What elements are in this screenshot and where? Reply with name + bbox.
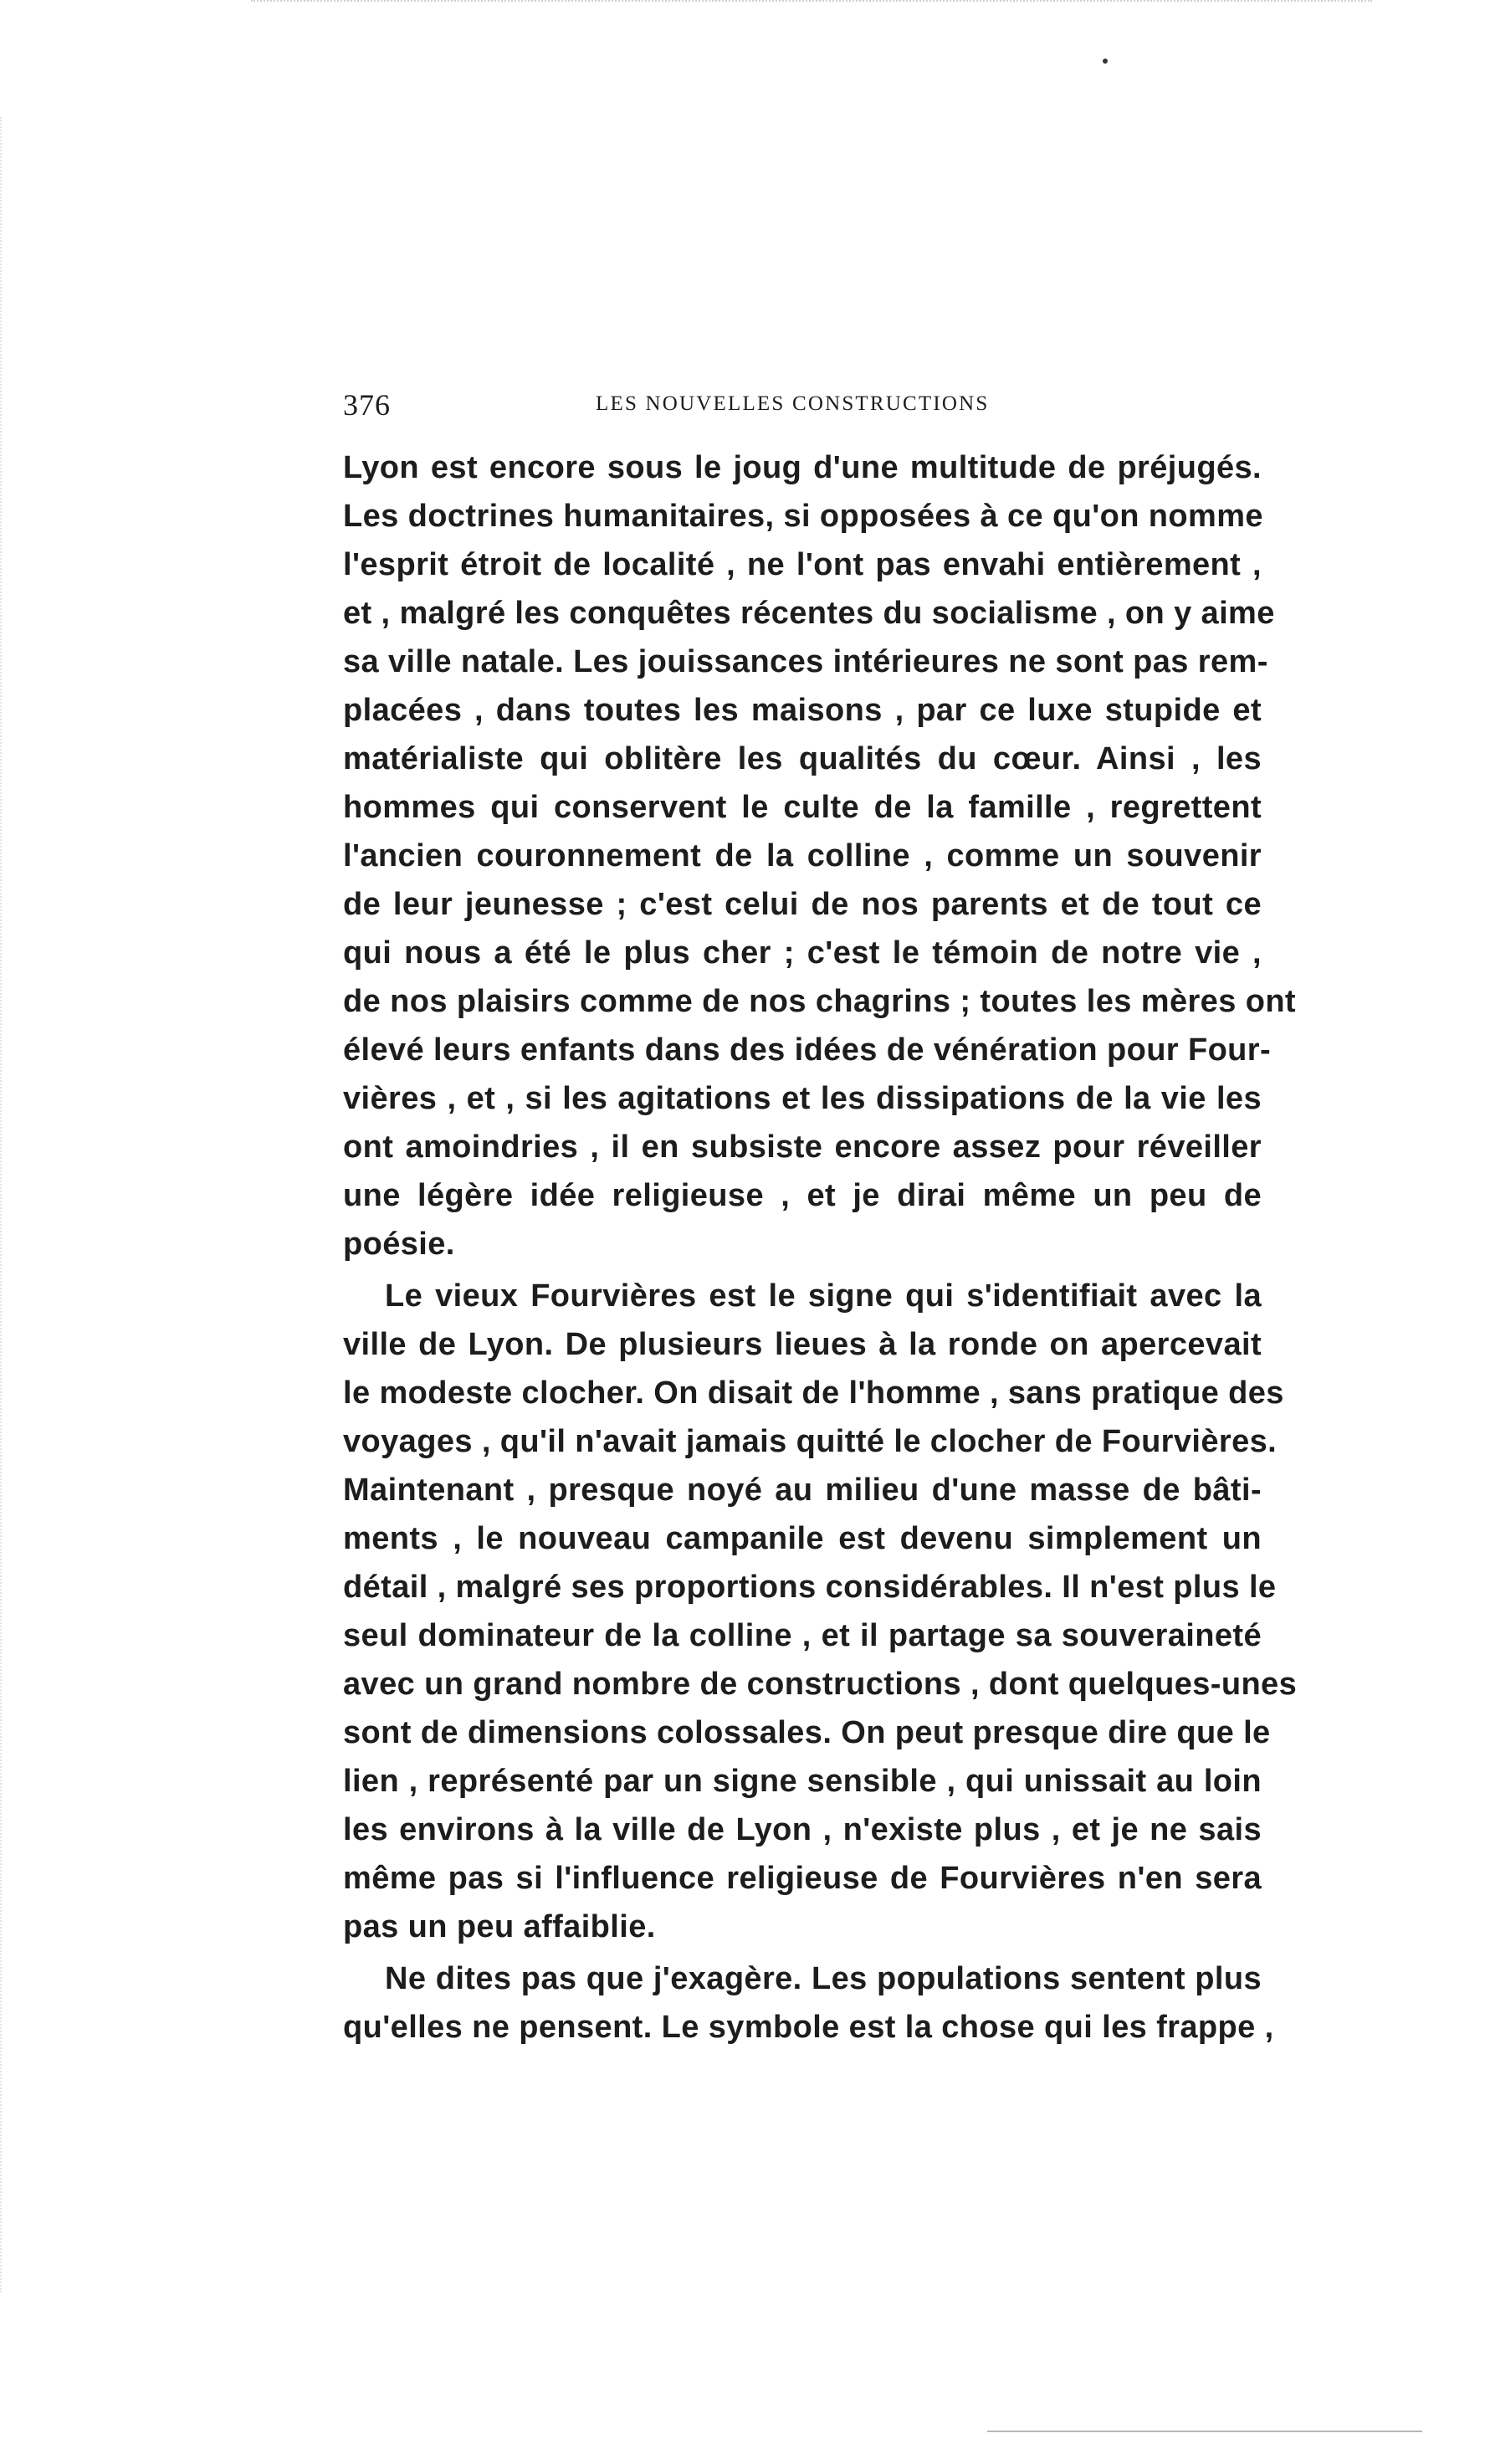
text-line: et , malgré les conquêtes récentes du socialisme , on y aime	[343, 596, 1275, 631]
scan-edge-top	[251, 0, 1372, 4]
page-number: 376	[343, 388, 391, 422]
text-line: sont de dimensions colossales. On peut presque dire que le	[343, 1715, 1271, 1750]
text-line: ont amoindries , il en subsiste encore assez pour réveiller	[343, 1130, 1262, 1165]
paragraph	[343, 1954, 1274, 2052]
page-header	[343, 387, 1061, 424]
text-line: avec un grand nombre de constructions , dont quelques-unes	[343, 1667, 1298, 1702]
text-line: une légère idée religieuse , et je dirai même un peu de	[343, 1178, 1262, 1213]
text-line: Maintenant , presque noyé au milieu d'une masse de bâti-	[343, 1473, 1262, 1508]
text-line: de leur jeunesse ; c'est celui de nos parents et de tout ce	[343, 887, 1262, 922]
running-title: LES NOUVELLES CONSTRUCTIONS	[596, 392, 990, 415]
text-line: qui nous a été le plus cher ; c'est le témoin de notre vie ,	[343, 935, 1262, 971]
text-line: sa ville natale. Les jouissances intérieures ne sont pas rem-	[343, 644, 1268, 679]
text-line: Ne dites pas que j'exagère. Les populations sentent plus	[385, 1961, 1262, 1996]
paragraph	[343, 1272, 1298, 1951]
text-line: hommes qui conservent le culte de la famille , regrettent	[343, 790, 1262, 825]
text-line: placées , dans toutes les maisons , par ce luxe stupide et	[343, 693, 1262, 728]
ink-speck	[1102, 58, 1109, 64]
text-line: l'esprit étroit de localité , ne l'ont pas envahi entièrement ,	[343, 547, 1262, 582]
text-line: même pas si l'influence religieuse de Fourvières n'en sera	[343, 1861, 1262, 1896]
text-line: le modeste clocher. On disait de l'homme , sans pratique des	[343, 1375, 1284, 1411]
text-line: Lyon est encore sous le joug d'une multitude de préjugés.	[343, 450, 1262, 485]
text-line: vières , et , si les agitations et les dissipations de la vie les	[343, 1081, 1262, 1116]
text-line: Le vieux Fourvières est le signe qui s'identifiait avec la	[385, 1278, 1262, 1314]
text-line: lien , représenté par un signe sensible , qui unissait au loin	[343, 1764, 1262, 1799]
text-line: élevé leurs enfants dans des idées de vénération pour Four-	[343, 1032, 1272, 1068]
text-line: détail , malgré ses proportions considérables. Il n'est plus le	[343, 1570, 1277, 1605]
text-line: pas un peu affaiblie.	[343, 1909, 656, 1944]
text-line: les environs à la ville de Lyon , n'existe plus , et je ne sais	[343, 1812, 1262, 1847]
text-line: ville de Lyon. De plusieurs lieues à la ronde on apercevait	[343, 1327, 1262, 1362]
text-line: ments , le nouveau campanile est devenu simplement un	[343, 1521, 1262, 1556]
text-line: poésie.	[343, 1227, 455, 1262]
scan-edge-left	[0, 117, 4, 2292]
body-text	[343, 443, 1298, 2052]
text-line: seul dominateur de la colline , et il partage sa souveraineté	[343, 1618, 1262, 1653]
text-line: qu'elles ne pensent. Le symbole est la chose qui les frappe ,	[343, 2010, 1274, 2045]
paragraph	[343, 443, 1296, 1268]
scan-edge-bottom	[987, 2431, 1422, 2435]
text-line: matérialiste qui oblitère les qualités du cœur. Ainsi , les	[343, 741, 1262, 776]
text-line: de nos plaisirs comme de nos chagrins ; toutes les mères ont	[343, 984, 1296, 1019]
text-line: voyages , qu'il n'avait jamais quitté le clocher de Fourvières.	[343, 1424, 1278, 1459]
text-line: Les doctrines humanitaires, si opposées à ce qu'on nomme	[343, 499, 1263, 534]
text-line: l'ancien couronnement de la colline , comme un souvenir	[343, 838, 1262, 873]
